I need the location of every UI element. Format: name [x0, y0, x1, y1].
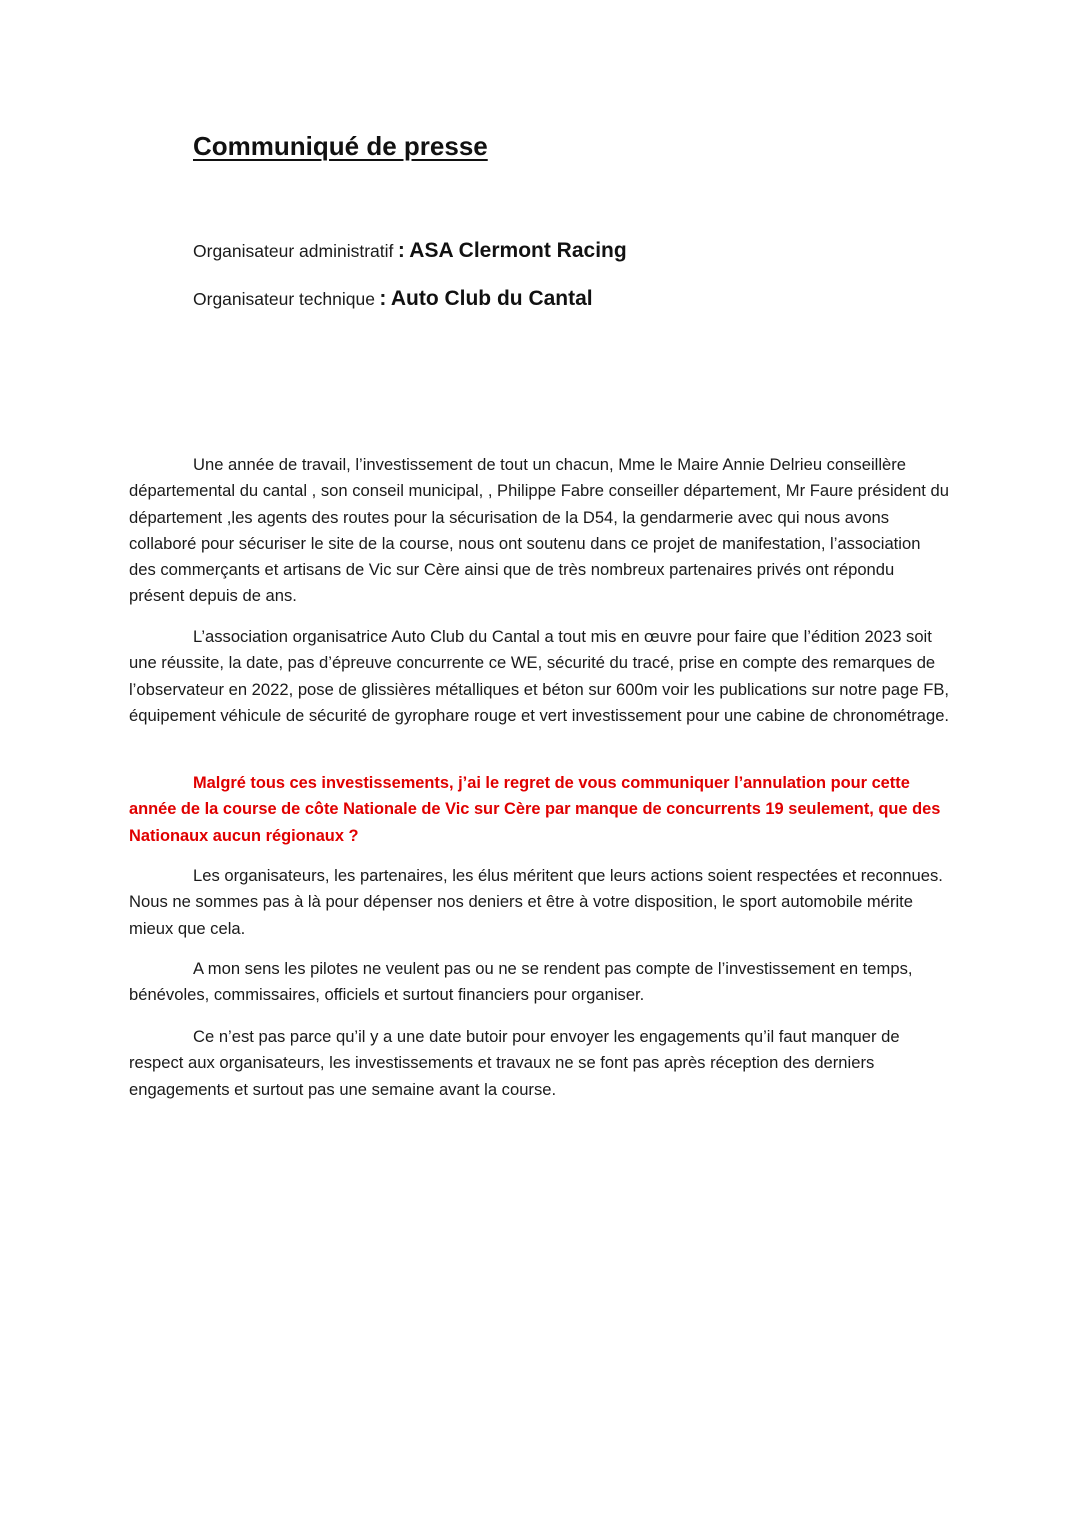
administrative-organizer-value: ASA Clermont Racing	[409, 239, 627, 262]
administrative-organizer-label: Organisateur administratif	[193, 241, 394, 261]
administrative-organizer	[193, 235, 627, 269]
paragraph-cancellation-notice: Malgré tous ces investissements, j’ai le regret de vous communiquer l’annulation pour cette année de la course de côte Nationale de Vic sur Cère par manque de concurrents 19 seulement, que des Nationaux aucun régionaux ?	[129, 774, 941, 845]
paragraph-respect: Les organisateurs, les partenaires, les élus méritent que leurs actions soient respectées et reconnues. Nous ne sommes pas à là pour dépenser nos deniers et être à votre disposition, le sport automobile mérite mieux que cela.	[129, 866, 943, 938]
administrative-organizer-separator: :	[397, 239, 405, 262]
technical-organizer	[193, 283, 593, 317]
technical-organizer-separator: :	[379, 287, 387, 310]
technical-organizer-label: Organisateur technique	[193, 289, 375, 309]
paragraph-pilots: A mon sens les pilotes ne veulent pas ou ne se rendent pas compte de l’investissement en temps, bénévoles, commissaires, officiels et surtout financiers pour organiser.	[129, 959, 913, 1005]
paragraph-organization-efforts: L’association organisatrice Auto Club du Cantal a tout mis en œuvre pour faire que l’édition 2023 soit une réussite, la date, pas d’épreuve concurrente ce WE, sécurité du tracé, prise en compte des remarques de l’observateur en 2022, pose de glissières métalliques et béton sur 600m voir les publications sur notre page FB, équipement véhicule de sécurité de gyrophare rouge et vert investissement pour une cabine de chronométrage.	[129, 627, 950, 725]
technical-organizer-value: Auto Club du Cantal	[390, 287, 593, 310]
paragraph-support: Une année de travail, l’investissement de tout un chacun, Mme le Maire Annie Delrieu conseillère départemental du cantal , son conseil municipal, , Philippe Fabre conseiller département, Mr Faure président du département ,les agents des routes pour la sécurisation de la D54, la gendarmerie avec qui nous avons collaboré pour sécuriser le site de la course, nous ont soutenu dans ce projet de manifestation, l’association des commerçants et artisans de Vic sur Cère ainsi que de très nombreux partenaires privés ont répondu présent depuis de ans.	[129, 455, 949, 606]
paragraph-deadline: Ce n’est pas parce qu’il y a une date butoir pour envoyer les engagements qu’il faut manquer de respect aux organisateurs, les investissements et travaux ne se font pas après réception des derniers engagements et surtout pas une semaine avant la course.	[129, 1027, 900, 1099]
page-title: Communiqué de presse	[193, 131, 488, 161]
